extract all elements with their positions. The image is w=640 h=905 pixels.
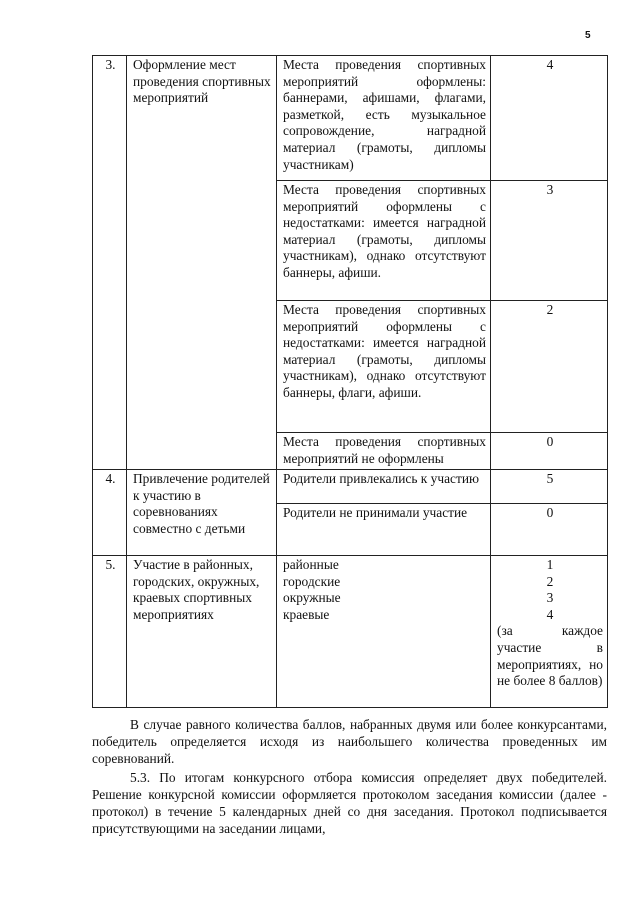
criterion-score: 0 [491,433,608,470]
level-item: краевые [283,606,330,622]
criterion-score: 2 [491,301,608,433]
level-item: районные [283,557,339,572]
level-score: 2 [546,573,554,589]
protocol-text: 5.3. По итогам конкурсного отбора комиссия определяет двух победителей. Решение конкурсной комиссии оформляется протоколом заседания комиссии (далее - протокол) в течение 5 календарных дней со дня заседания. Протокол подписывается присутствующими на заседании лицами, [92,770,607,836]
level-score: 3 [546,590,554,606]
criterion-score: 3 [491,181,608,301]
criterion-name: Привлечение родителей к участию в соревнованиях совместно с детьми [127,470,277,556]
criterion-description: Места проведения спортивных мероприятий не оформлены [277,433,491,470]
level-item: окружные [283,590,341,606]
table-row [93,470,608,504]
protocol-paragraph [92,769,607,837]
tie-break-paragraph [92,716,607,767]
criterion-name: Участие в районных, городских, окружных, краевых спортивных мероприятиях [127,556,277,708]
criterion-score: 5 [491,470,608,504]
row-number: 3. [93,56,127,470]
criterion-levels [277,556,491,708]
tie-break-text: В случае равного количества баллов, набранных двумя или более конкурсантами, победитель определяется исходя из наибольшего количества проведенных им соревнований. [92,717,607,766]
criterion-description: Родители привлекались к участию [277,470,491,504]
level-item: городские [283,573,341,589]
criterion-name: Оформление мест проведения спортивных мероприятий [127,56,277,470]
criterion-description: Места проведения спортивных мероприятий оформлены с недостатками: имеется наградной материал (грамоты, дипломы участникам), однако отсутствуют баннеры, афиши. [277,181,491,301]
criterion-score: 4 [491,56,608,181]
level-score: 1 [546,557,554,572]
criteria-table [92,55,608,708]
criterion-description: Места проведения спортивных мероприятий оформлены с недостатками: имеется наградной материал (грамоты, дипломы участникам), однако отсутствуют баннеры, флаги, афиши. [277,301,491,433]
criterion-description: Родители не принимали участие [277,504,491,556]
criterion-description: Места проведения спортивных мероприятий оформлены: баннерами, афишами, флагами, разметкой, есть музыкальное сопровождение, наградной материал (грамоты, дипломы участникам) [277,56,491,181]
level-score: 4 [546,606,554,622]
table-row [93,556,608,708]
row-number: 4. [93,470,127,556]
criterion-score: 0 [491,504,608,556]
score-note: (за каждое участие в мероприятиях, но не более 8 баллов) [497,623,603,689]
row-number: 5. [93,556,127,708]
table-row [93,56,608,181]
page-number: 5 [585,30,591,41]
criterion-level-scores [491,556,608,708]
